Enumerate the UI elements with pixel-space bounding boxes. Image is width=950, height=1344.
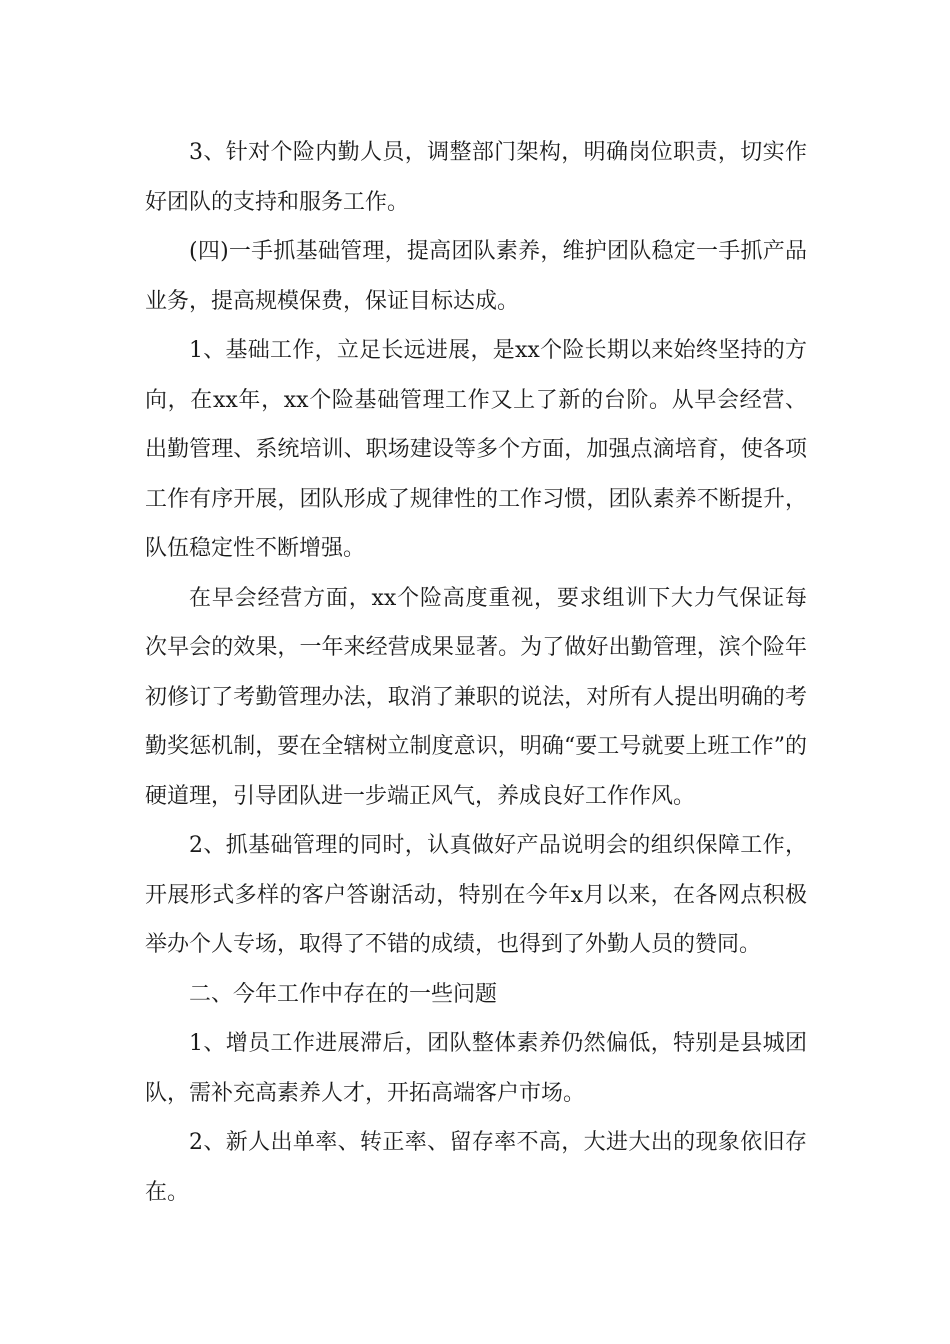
document-body <box>145 128 807 1217</box>
paragraph-section-2-heading: 二、今年工作中存在的一些问题 <box>189 981 498 1007</box>
paragraph-item-1-basic-work: 1、基础工作，立足长远进展，是xx个险长期以来始终坚持的方向，在xx年，xx个险基础管理工作又上了新的台阶。从早会经营、出勤管理、系统培训、职场建设等多个方面，加强点滴培育，使各项工作有序开展，团队形成了规律性的工作习惯，团队素养不断提升，队伍稳定性不断增强。 <box>145 338 807 561</box>
paragraph-problem-1: 1、增员工作进展滞后，团队整体素养仍然偏低，特别是县城团队，需补充高素养人才，开拓高端客户市场。 <box>145 1031 807 1106</box>
paragraph-morning-meeting: 在早会经营方面，xx个险高度重视，要求组训下大力气保证每次早会的效果，一年来经营成果显著。为了做好出勤管理，滨个险年初修订了考勤管理办法，取消了兼职的说法，对所有人提出明确的考勤奖惩机制，要在全辖树立制度意识，明确“要工号就要上班工作”的硬道理，引导团队进一步端正风气，养成良好工作作风。 <box>145 585 807 809</box>
paragraph-item-2-product-meetings: 2、抓基础管理的同时，认真做好产品说明会的组织保障工作，开展形式多样的客户答谢活动，特别在今年x月以来，在各网点积极举办个人专场，取得了不错的成绩，也得到了外勤人员的赞同。 <box>145 833 807 957</box>
paragraph-section-4-heading: (四)一手抓基础管理，提高团队素养，维护团队稳定一手抓产品业务，提高规模保费，保证目标达成。 <box>145 239 807 314</box>
paragraph-item-3-support: 3、针对个险内勤人员，调整部门架构，明确岗位职责，切实作好团队的支持和服务工作。 <box>145 140 807 215</box>
paragraph-problem-2: 2、新人出单率、转正率、留存率不高，大进大出的现象依旧存在。 <box>145 1130 807 1205</box>
